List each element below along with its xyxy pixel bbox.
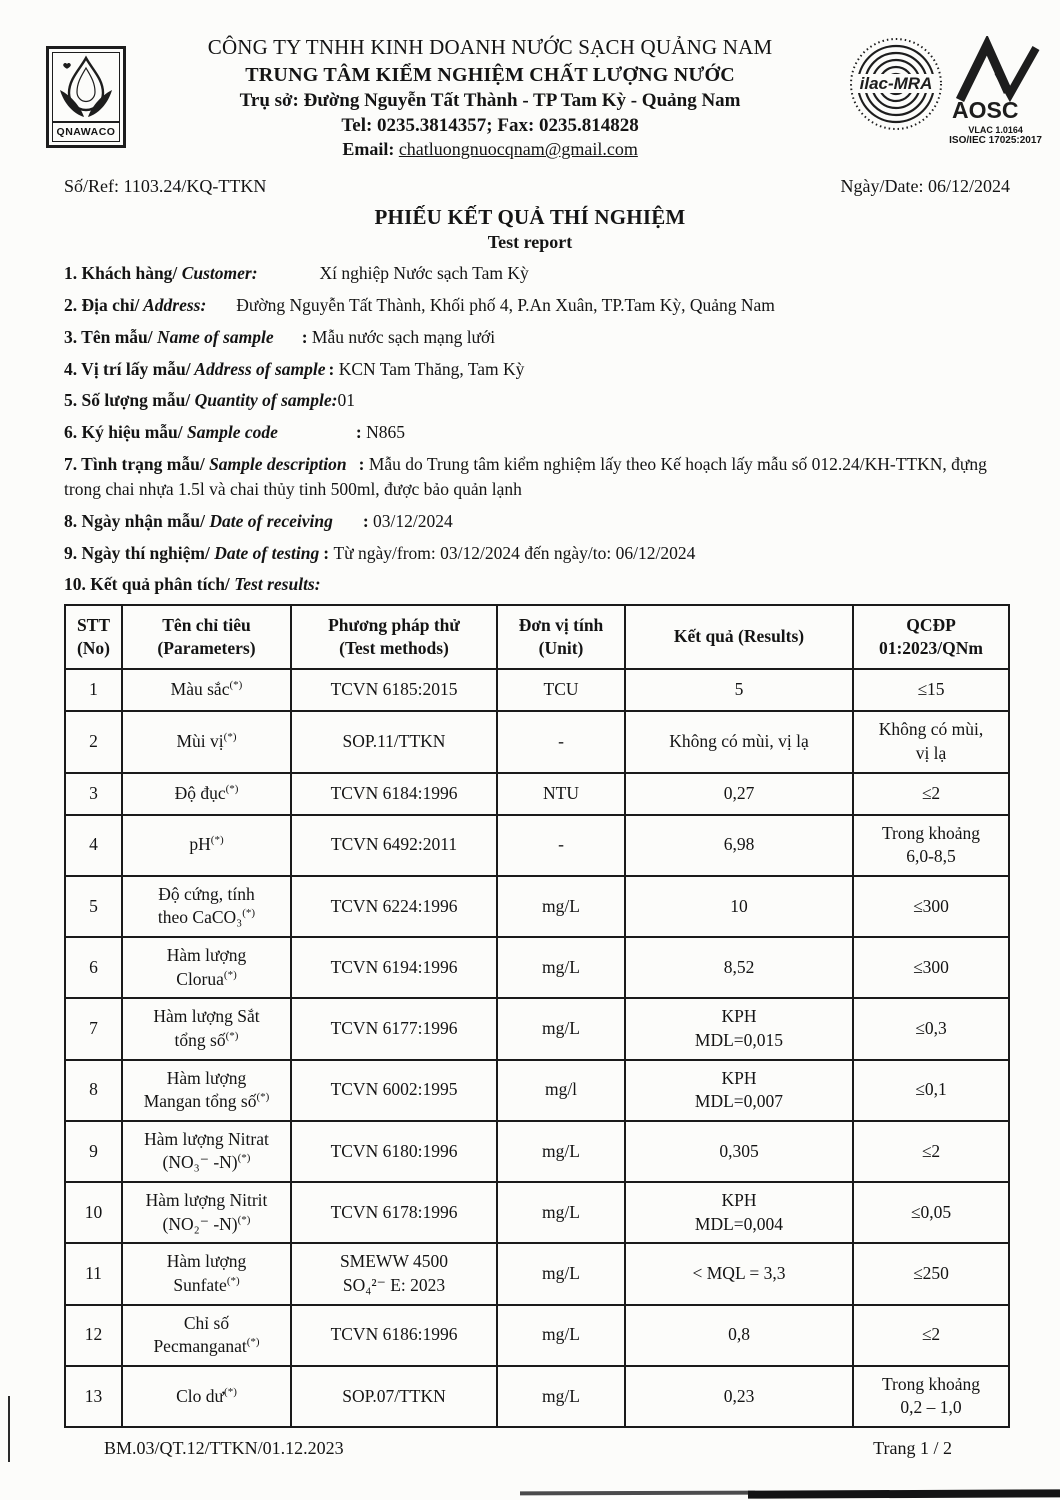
letterhead-text [126, 26, 848, 162]
email-line [136, 138, 844, 162]
column-header: Tên chỉ tiêu (Parameters) [122, 605, 291, 669]
table-cell: TCVN 6224:1996 [291, 876, 497, 937]
table-cell: TCVN 6184:1996 [291, 773, 497, 815]
table-cell: ≤15 [853, 669, 1009, 711]
info-item-2 [64, 293, 1016, 318]
info-value: 03/12/2024 [373, 510, 453, 531]
sample-info-list [0, 261, 1060, 597]
table-cell: ≤300 [853, 876, 1009, 937]
info-item-3 [64, 325, 1016, 350]
email-address: chatluongnuocqnam@gmail.com [398, 139, 638, 160]
ilac-mra-seal-icon [848, 36, 944, 132]
info-label-vi: 2. Địa chỉ/ [64, 294, 140, 315]
table-cell: 0,305 [625, 1121, 853, 1182]
table-cell: 10 [625, 876, 853, 937]
table-cell: 5 [65, 876, 122, 937]
table-cell: 9 [65, 1121, 122, 1182]
center-name: TRUNG TÂM KIỂM NGHIỆM CHẤT LƯỢNG NƯỚC [245, 63, 735, 86]
table-cell: SOP.11/TTKN [291, 711, 497, 772]
info-label-en: Test results: [229, 574, 321, 595]
info-item-10 [64, 572, 1016, 597]
info-label-vi: 3. Tên mẫu/ [64, 326, 153, 347]
table-row [65, 1060, 1009, 1121]
table-cell: TCU [497, 669, 625, 711]
table-cell: KPH MDL=0,015 [625, 998, 853, 1059]
document-footer [0, 1428, 1060, 1459]
table-cell: KPH MDL=0,004 [625, 1182, 853, 1243]
table-row [65, 815, 1009, 876]
table-cell: ≤2 [853, 773, 1009, 815]
water-drop-hands-icon [54, 55, 118, 121]
table-cell: NTU [497, 773, 625, 815]
email-label: Email: [342, 139, 395, 160]
table-cell: Hàm lượng Mangan tổng số(*) [122, 1060, 291, 1121]
table-row [65, 669, 1009, 711]
table-cell: 10 [65, 1182, 122, 1243]
iso-accreditation: ISO/IEC 17025:2017 [949, 135, 1042, 146]
qnawaco-logo [46, 46, 126, 148]
table-cell: 7 [65, 998, 122, 1059]
info-label-vi: 9. Ngày thí nghiệm/ [64, 542, 210, 563]
info-label-en: Name of sample [152, 326, 274, 347]
column-header: Phương pháp thử (Test methods) [291, 605, 497, 669]
info-label-en: Date of testing [209, 542, 320, 563]
info-label-vi: 6. Ký hiệu mẫu/ [64, 422, 183, 443]
table-cell: TCVN 6194:1996 [291, 937, 497, 998]
table-cell: - [497, 815, 625, 876]
table-row [65, 711, 1009, 772]
table-cell: KPH MDL=0,007 [625, 1060, 853, 1121]
table-cell: mg/L [497, 876, 625, 937]
aosc-check-icon [950, 36, 1042, 122]
table-cell: mg/l [497, 1060, 625, 1121]
info-value: Mẫu do Trung tâm kiểm nghiệm lấy theo Kế hoạch lấy mẫu số 012.24/KH-TTKN, đựng trong chai nhựa 1.5l và chai thủy tinh 500ml, được bảo quản lạnh [64, 454, 987, 499]
table-cell: 0,27 [625, 773, 853, 815]
table-cell: 0,8 [625, 1305, 853, 1366]
table-cell: Độ đục(*) [122, 773, 291, 815]
table-cell: mg/L [497, 1121, 625, 1182]
info-value: Xí nghiệp Nước sạch Tam Kỳ [319, 263, 529, 284]
info-item-8 [64, 509, 1016, 534]
table-cell: TCVN 6178:1996 [291, 1182, 497, 1243]
table-cell: - [497, 711, 625, 772]
info-value: Từ ngày/from: 03/12/2024 đến ngày/to: 06/12/2024 [333, 542, 696, 563]
info-label-vi: 7. Tình trạng mẫu/ [64, 454, 205, 475]
info-label-vi: 10. Kết quả phân tích/ [64, 574, 230, 595]
table-row [65, 937, 1009, 998]
table-cell: 4 [65, 815, 122, 876]
table-cell: TCVN 6492:2011 [291, 815, 497, 876]
info-label-vi: 4. Vị trí lấy mẫu/ [64, 358, 191, 379]
table-row [65, 773, 1009, 815]
table-cell: 13 [65, 1366, 122, 1427]
info-label-en: Sample description [204, 454, 347, 475]
form-code: BM.03/QT.12/TTKN/01.12.2023 [104, 1438, 344, 1459]
table-cell: Clo dư(*) [122, 1366, 291, 1427]
info-label-en: Address: [139, 294, 207, 315]
qnawaco-logo-text: QNAWACO [53, 121, 119, 141]
table-cell: mg/L [497, 1182, 625, 1243]
info-label-vi: 5. Số lượng mẫu/ [64, 390, 191, 411]
info-label-vi: 1. Khách hàng/ [64, 263, 178, 284]
table-cell: ≤0,05 [853, 1182, 1009, 1243]
ref-date-row [0, 162, 1060, 197]
table-cell: TCVN 6185:2015 [291, 669, 497, 711]
table-cell: Trong khoảng 6,0-8,5 [853, 815, 1009, 876]
table-cell: Hàm lượng Clorua(*) [122, 937, 291, 998]
table-cell: 12 [65, 1305, 122, 1366]
column-header: Kết quả (Results) [625, 605, 853, 669]
scan-edge-artifact [8, 1396, 10, 1462]
ilac-mra-text: ilac-MRA [859, 74, 933, 93]
scan-bottom-bar [748, 1489, 1060, 1498]
info-label-en: Date of receiving [205, 510, 333, 531]
info-separator: : [328, 358, 339, 379]
table-row [65, 1243, 1009, 1304]
info-label-en: Customer: [177, 263, 258, 284]
table-cell: mg/L [497, 1366, 625, 1427]
info-label-vi: 8. Ngày nhận mẫu/ [64, 510, 206, 531]
table-cell: Không có mùi, vị lạ [853, 711, 1009, 772]
info-item-5 [64, 388, 1016, 413]
info-label-en: Quantity of sample: [190, 390, 338, 411]
table-cell: Trong khoảng 0,2 – 1,0 [853, 1366, 1009, 1427]
info-value: KCN Tam Thăng, Tam Kỳ [338, 358, 525, 379]
head-office-address: Trụ sở: Đường Nguyễn Tất Thành - TP Tam Kỳ - Quảng Nam [239, 90, 741, 112]
table-cell: < MQL = 3,3 [625, 1243, 853, 1304]
tel-fax: Tel: 0235.3814357; Fax: 0235.814828 [341, 115, 639, 137]
results-table [64, 604, 1010, 1428]
table-cell: Chỉ số Pecmanganat(*) [122, 1305, 291, 1366]
info-value: Mẫu nước sạch mạng lưới [311, 326, 496, 347]
info-separator: : [358, 454, 369, 475]
table-cell: TCVN 6177:1996 [291, 998, 497, 1059]
table-cell: 8 [65, 1060, 122, 1121]
info-value: 01 [337, 390, 355, 411]
table-cell: ≤2 [853, 1305, 1009, 1366]
info-value: Đường Nguyễn Tất Thành, Khối phố 4, P.An Xuân, TP.Tam Kỳ, Quảng Nam [236, 294, 775, 315]
table-cell: 8,52 [625, 937, 853, 998]
table-cell: 6,98 [625, 815, 853, 876]
report-title: PHIẾU KẾT QUẢ THÍ NGHIỆM [374, 205, 686, 230]
table-cell: Màu sắc(*) [122, 669, 291, 711]
table-cell: Mùi vị(*) [122, 711, 291, 772]
table-row [65, 1305, 1009, 1366]
table-cell: Không có mùi, vị lạ [625, 711, 853, 772]
info-item-7 [64, 452, 1016, 502]
table-cell: 0,23 [625, 1366, 853, 1427]
ref-number: Số/Ref: 1103.24/KQ-TTKN [64, 176, 267, 197]
info-separator: : [323, 542, 334, 563]
table-cell: 5 [625, 669, 853, 711]
info-separator: : [362, 510, 374, 531]
company-name: CÔNG TY TNHH KINH DOANH NƯỚC SẠCH QUẢNG NAM [207, 35, 773, 59]
page-number: Trang 1 / 2 [873, 1438, 952, 1459]
aosc-logo [949, 36, 1042, 146]
table-cell: Hàm lượng Sunfate(*) [122, 1243, 291, 1304]
column-header: QCĐP 01:2023/QNm [853, 605, 1009, 669]
report-subtitle: Test report [487, 232, 573, 253]
table-cell: Độ cứng, tính theo CaCO₃(*) [122, 876, 291, 937]
table-cell: ≤250 [853, 1243, 1009, 1304]
info-item-6 [64, 420, 1016, 445]
table-row [65, 876, 1009, 937]
scan-shadow-bar [520, 1491, 755, 1496]
table-row [65, 1366, 1009, 1427]
info-label-en: Sample code [182, 422, 278, 443]
table-row [65, 998, 1009, 1059]
table-cell: mg/L [497, 1243, 625, 1304]
info-item-1 [64, 261, 1016, 286]
info-separator: : [355, 422, 367, 443]
info-item-4 [64, 357, 1016, 382]
table-cell: ≤0,1 [853, 1060, 1009, 1121]
letterhead [0, 0, 1060, 162]
vlac-number: VLAC 1.0164 [968, 125, 1023, 135]
report-date: Ngày/Date: 06/12/2024 [840, 176, 1010, 197]
column-header: Đơn vị tính (Unit) [497, 605, 625, 669]
table-cell: mg/L [497, 998, 625, 1059]
table-cell: Hàm lượng Nitrit (NO₂⁻ -N)(*) [122, 1182, 291, 1243]
info-label-en: Address of sample [190, 358, 326, 379]
table-cell: ≤0,3 [853, 998, 1009, 1059]
table-cell: 3 [65, 773, 122, 815]
table-cell: Hàm lượng Nitrat (NO₃⁻ -N)(*) [122, 1121, 291, 1182]
table-cell: 6 [65, 937, 122, 998]
table-cell: TCVN 6180:1996 [291, 1121, 497, 1182]
table-cell: ≤300 [853, 937, 1009, 998]
table-cell: TCVN 6002:1995 [291, 1060, 497, 1121]
table-cell: TCVN 6186:1996 [291, 1305, 497, 1366]
info-item-9 [64, 541, 1016, 566]
table-cell: 11 [65, 1243, 122, 1304]
certification-logos [848, 26, 1042, 146]
table-cell: SMEWW 4500 SO₄²⁻ E: 2023 [291, 1243, 497, 1304]
table-cell: 2 [65, 711, 122, 772]
table-cell: pH(*) [122, 815, 291, 876]
column-header: STT (No) [65, 605, 122, 669]
table-header-row [65, 605, 1009, 669]
table-row [65, 1121, 1009, 1182]
table-row [65, 1182, 1009, 1243]
table-cell: ≤2 [853, 1121, 1009, 1182]
table-cell: 1 [65, 669, 122, 711]
table-cell: mg/L [497, 1305, 625, 1366]
table-cell: SOP.07/TTKN [291, 1366, 497, 1427]
table-cell: mg/L [497, 937, 625, 998]
table-cell: Hàm lượng Sắt tổng số(*) [122, 998, 291, 1059]
aosc-text: AOSC [951, 97, 1019, 122]
info-separator: : [301, 326, 312, 347]
info-value: N865 [366, 422, 405, 443]
